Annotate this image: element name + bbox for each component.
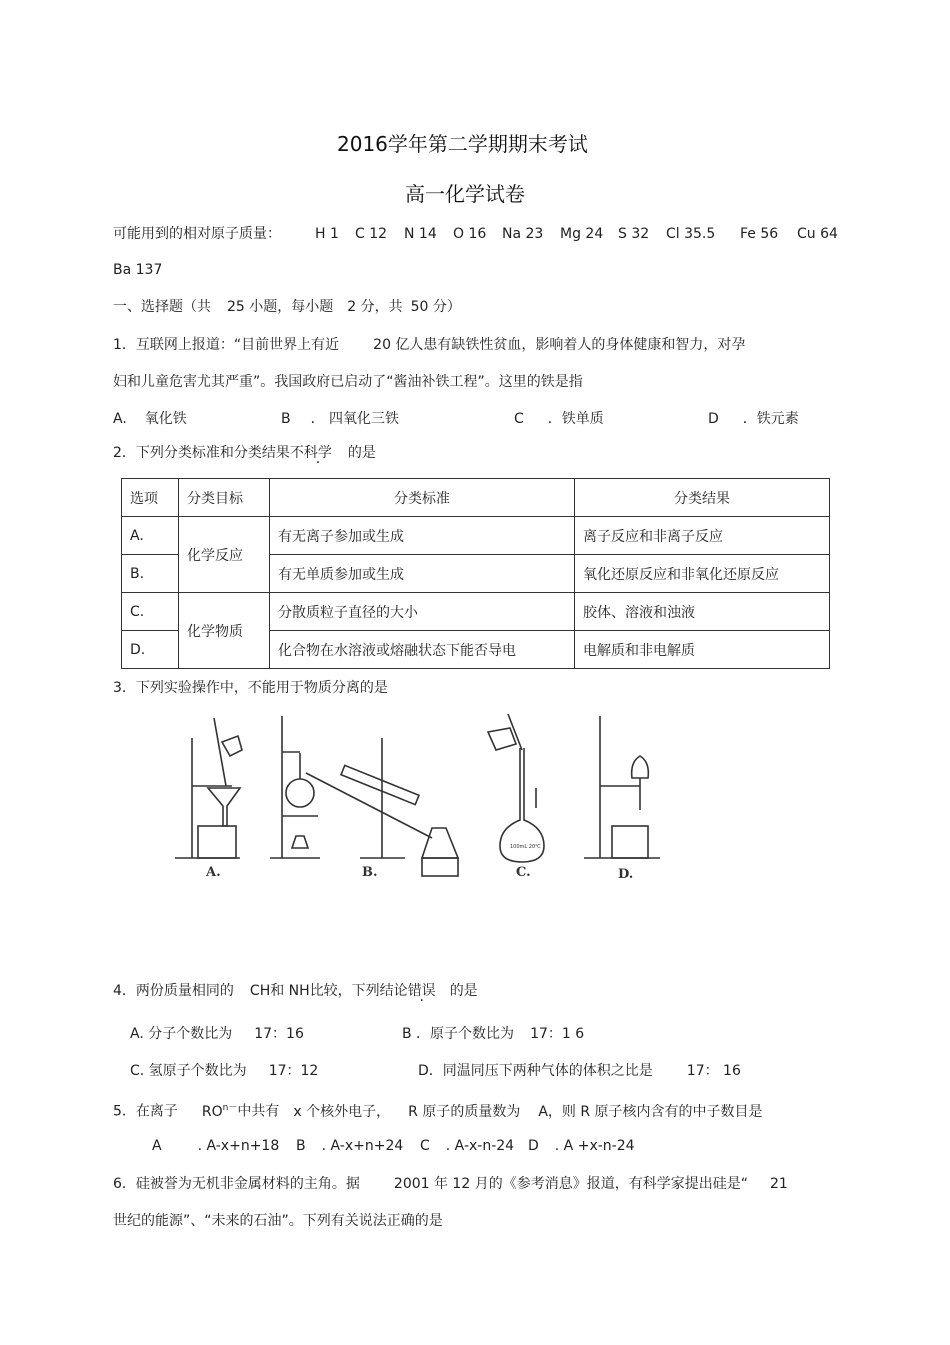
mass-fe: Fe 56 [740, 226, 779, 242]
exam-subtitle: 高一化学试卷 [405, 182, 525, 206]
mass-na: Na 23 [502, 226, 544, 242]
header-standard: 分类标准 [270, 479, 575, 517]
row-result: 电解质和非电解质 [575, 631, 830, 669]
q5-option-a: A . A-x+n+18 [152, 1138, 280, 1154]
table-row [122, 593, 830, 631]
label-c: C. [516, 865, 531, 880]
q1-option-b: B ． 四氧化三铁 [281, 411, 400, 427]
row-option: C. [122, 593, 179, 631]
volumetric-flask-apparatus [488, 714, 544, 862]
q1-line1: 1．互联网上报道：“目前世界上有近 20 亿人患有缺铁性贫血，影响着人的身体健康和智力，对孕 [113, 337, 746, 353]
label-d: D. [618, 867, 634, 882]
mass-mg: Mg 24 [560, 226, 604, 242]
mass-ba: Ba 137 [113, 262, 163, 278]
q4-stem: 4．两份质量相同的 CH和 NH比较，下列结论错误 的是 [113, 983, 478, 999]
q6-line1: 6．硅被誉为无机非金属材料的主角。据 2001 年 12 月的《参考消息》报道，有科学家提出硅是“ 21 [113, 1176, 788, 1192]
lab-apparatus-figure [170, 708, 670, 888]
header-option: 选项 [122, 479, 179, 517]
flask-label: 100mL 20℃ [510, 844, 541, 850]
row-standard: 有无单质参加或生成 [270, 555, 575, 593]
q4-option-d: D．同温同压下两种气体的体积之比是 17： 16 [418, 1063, 741, 1079]
label-a: A. [206, 865, 221, 880]
row-target: 化学物质 [179, 593, 270, 669]
separatory-funnel-apparatus [584, 716, 660, 858]
q1-option-c: C ．铁单质 [514, 411, 604, 427]
mass-cl: Cl 35.5 [666, 226, 716, 242]
row-result: 氧化还原反应和非氧化还原反应 [575, 555, 830, 593]
mass-s: S 32 [618, 226, 650, 242]
mass-cu: Cu 64 [797, 226, 838, 242]
q6-line2: 世纪的能源”、“未来的石油”。下列有关说法正确的是 [113, 1213, 443, 1229]
row-result: 离子反应和非离子反应 [575, 517, 830, 555]
table-header-row [122, 479, 830, 517]
q1-option-d: D ．铁元素 [708, 411, 799, 427]
label-b: B. [362, 865, 378, 880]
row-standard: 化合物在水溶液或熔融状态下能否导电 [270, 631, 575, 669]
atomic-mass-label: 可能用到的相对原子质量： [113, 226, 281, 242]
mass-h: H 1 [315, 226, 339, 242]
q4-option-a: A. 分子个数比为 17：16 [130, 1026, 304, 1042]
header-result: 分类结果 [575, 479, 830, 517]
q3-stem: 3．下列实验操作中，不能用于物质分离的是 [113, 680, 388, 696]
q1-line2: 妇和儿童危害尤其严重”。我国政府已启动了“酱油补铁工程”。这里的铁是指 [113, 374, 583, 390]
exam-title: 2016学年第二学期期末考试 [337, 132, 588, 156]
classification-table [121, 478, 830, 669]
row-result: 胶体、溶液和浊液 [575, 593, 830, 631]
section-heading: 一、选择题（共 25 小题，每小题 2 分，共 50 分） [113, 299, 461, 315]
mass-n: N 14 [404, 226, 437, 242]
q5-option-b: B . A-x+n+24 [296, 1138, 404, 1154]
q5-option-c: C . A-x-n-24 [420, 1138, 515, 1154]
table-row [122, 517, 830, 555]
q4-option-b: B ．原子个数比为 17：1 6 [402, 1026, 585, 1042]
header-target: 分类目标 [179, 479, 270, 517]
row-option: A. [122, 517, 179, 555]
row-target: 化学反应 [179, 517, 270, 593]
row-option: D. [122, 631, 179, 669]
row-standard: 分散质粒子直径的大小 [270, 593, 575, 631]
q5-option-d: D . A +x-n-24 [528, 1138, 635, 1154]
mass-c: C 12 [355, 226, 388, 242]
distillation-apparatus [270, 716, 458, 876]
filtration-apparatus [175, 718, 242, 858]
q1-option-a: A. 氧化铁 [113, 411, 187, 427]
row-standard: 有无离子参加或生成 [270, 517, 575, 555]
row-option: B. [122, 555, 179, 593]
q5-stem: 5．在离子 $RO^{n-}$中共有 x 个核外电子， R 原子的质量数为 A，则 R 原子核内含有的中子数目是 [113, 1103, 763, 1120]
q2-stem: 2．下列分类标准和分类结果不科学 的是 [113, 445, 376, 461]
q4-option-c: C. 氢原子个数比为 17：12 [130, 1063, 319, 1079]
mass-o: O 16 [453, 226, 487, 242]
